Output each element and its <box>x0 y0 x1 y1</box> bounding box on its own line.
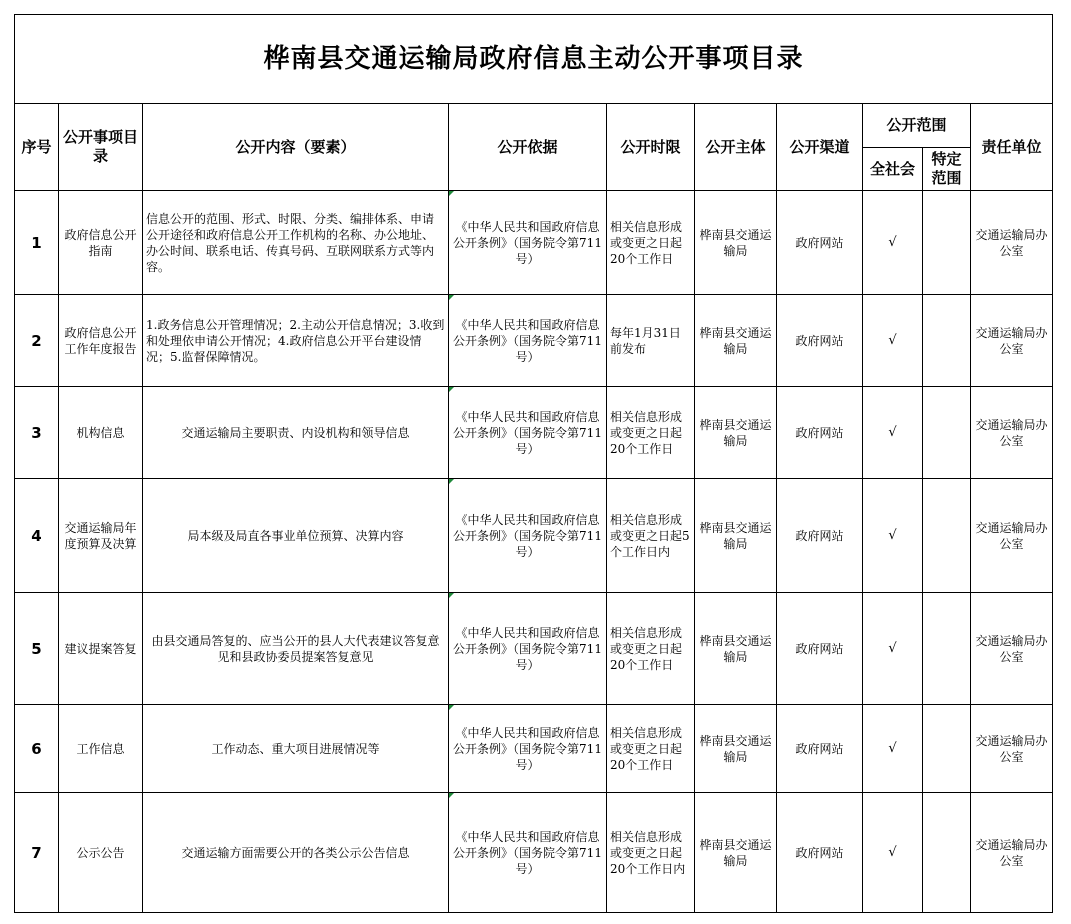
table-row <box>15 387 1053 479</box>
catalog-table <box>14 14 1053 913</box>
row-scope-all: √ <box>863 593 923 705</box>
table-row <box>15 593 1053 705</box>
row-scope-specific <box>923 191 971 295</box>
row-seq: 6 <box>15 705 59 793</box>
row-basis: 《中华人民共和国政府信息公开条例》（国务院令第711号） <box>449 593 607 705</box>
header-item: 公开事项目录 <box>59 104 143 191</box>
row-dept: 交通运输局办公室 <box>971 793 1053 913</box>
header-content: 公开内容（要素） <box>143 104 449 191</box>
row-item: 工作信息 <box>59 705 143 793</box>
header-dept: 责任单位 <box>971 104 1053 191</box>
document <box>14 14 1053 913</box>
row-basis: 《中华人民共和国政府信息公开条例》（国务院令第711号） <box>449 479 607 593</box>
header-channel: 公开渠道 <box>777 104 863 191</box>
row-seq: 4 <box>15 479 59 593</box>
row-channel: 政府网站 <box>777 593 863 705</box>
row-content: 局本级及局直各事业单位预算、决算内容 <box>143 479 449 593</box>
header-time: 公开时限 <box>607 104 695 191</box>
row-dept: 交通运输局办公室 <box>971 479 1053 593</box>
header-basis: 公开依据 <box>449 104 607 191</box>
row-channel: 政府网站 <box>777 705 863 793</box>
header-seq: 序号 <box>15 104 59 191</box>
header-scope-specific: 特定范围 <box>923 148 971 191</box>
row-subject: 桦南县交通运输局 <box>695 479 777 593</box>
row-dept: 交通运输局办公室 <box>971 191 1053 295</box>
row-scope-specific <box>923 705 971 793</box>
row-scope-all: √ <box>863 387 923 479</box>
row-content: 交通运输方面需要公开的各类公示公告信息 <box>143 793 449 913</box>
row-seq: 2 <box>15 295 59 387</box>
table-row <box>15 705 1053 793</box>
row-scope-all: √ <box>863 793 923 913</box>
row-scope-specific <box>923 593 971 705</box>
row-subject: 桦南县交通运输局 <box>695 705 777 793</box>
header-scope: 公开范围 <box>863 104 971 148</box>
row-item: 政府信息公开指南 <box>59 191 143 295</box>
row-item: 政府信息公开工作年度报告 <box>59 295 143 387</box>
row-channel: 政府网站 <box>777 387 863 479</box>
row-subject: 桦南县交通运输局 <box>695 593 777 705</box>
row-seq: 7 <box>15 793 59 913</box>
row-content: 信息公开的范围、形式、时限、分类、编排体系、申请公开途径和政府信息公开工作机构的名称、办公地址、办公时间、联系电话、传真号码、互联网联系方式等内容。 <box>143 191 449 295</box>
row-content: 工作动态、重大项目进展情况等 <box>143 705 449 793</box>
row-seq: 3 <box>15 387 59 479</box>
table-row <box>15 793 1053 913</box>
row-item: 机构信息 <box>59 387 143 479</box>
row-scope-all: √ <box>863 479 923 593</box>
row-time: 相关信息形成或变更之日起20个工作日 <box>607 387 695 479</box>
row-dept: 交通运输局办公室 <box>971 593 1053 705</box>
row-scope-all: √ <box>863 705 923 793</box>
row-channel: 政府网站 <box>777 191 863 295</box>
table-row <box>15 479 1053 593</box>
row-scope-specific <box>923 479 971 593</box>
row-channel: 政府网站 <box>777 793 863 913</box>
header-subject: 公开主体 <box>695 104 777 191</box>
row-dept: 交通运输局办公室 <box>971 705 1053 793</box>
row-dept: 交通运输局办公室 <box>971 387 1053 479</box>
row-subject: 桦南县交通运输局 <box>695 387 777 479</box>
row-basis: 《中华人民共和国政府信息公开条例》（国务院令第711号） <box>449 295 607 387</box>
row-item: 建议提案答复 <box>59 593 143 705</box>
row-scope-all: √ <box>863 191 923 295</box>
row-scope-specific <box>923 387 971 479</box>
row-item: 公示公告 <box>59 793 143 913</box>
table-row <box>15 295 1053 387</box>
row-scope-all: √ <box>863 295 923 387</box>
row-content: 1.政务信息公开管理情况；2.主动公开信息情况；3.收到和处理依申请公开情况；4.政府信息公开平台建设情况；5.监督保障情况。 <box>143 295 449 387</box>
row-item: 交通运输局年度预算及决算 <box>59 479 143 593</box>
row-subject: 桦南县交通运输局 <box>695 793 777 913</box>
header-scope-all: 全社会 <box>863 148 923 191</box>
row-subject: 桦南县交通运输局 <box>695 191 777 295</box>
row-channel: 政府网站 <box>777 295 863 387</box>
row-dept: 交通运输局办公室 <box>971 295 1053 387</box>
row-scope-specific <box>923 793 971 913</box>
row-time: 相关信息形成或变更之日起20个工作日 <box>607 593 695 705</box>
row-channel: 政府网站 <box>777 479 863 593</box>
row-content: 交通运输局主要职责、内设机构和领导信息 <box>143 387 449 479</box>
row-time: 相关信息形成或变更之日起20个工作日 <box>607 705 695 793</box>
row-seq: 1 <box>15 191 59 295</box>
row-basis: 《中华人民共和国政府信息公开条例》（国务院令第711号） <box>449 705 607 793</box>
document-title: 桦南县交通运输局政府信息主动公开事项目录 <box>15 15 1053 104</box>
row-basis: 《中华人民共和国政府信息公开条例》（国务院令第711号） <box>449 793 607 913</box>
row-content: 由县交通局答复的、应当公开的县人大代表建议答复意见和县政协委员提案答复意见 <box>143 593 449 705</box>
row-basis: 《中华人民共和国政府信息公开条例》（国务院令第711号） <box>449 191 607 295</box>
row-time: 相关信息形成或变更之日起5个工作日内 <box>607 479 695 593</box>
table-row <box>15 191 1053 295</box>
row-time: 每年1月31日前发布 <box>607 295 695 387</box>
row-basis: 《中华人民共和国政府信息公开条例》（国务院令第711号） <box>449 387 607 479</box>
row-time: 相关信息形成或变更之日起20个工作日内 <box>607 793 695 913</box>
row-scope-specific <box>923 295 971 387</box>
row-time: 相关信息形成或变更之日起20个工作日 <box>607 191 695 295</box>
row-subject: 桦南县交通运输局 <box>695 295 777 387</box>
row-seq: 5 <box>15 593 59 705</box>
